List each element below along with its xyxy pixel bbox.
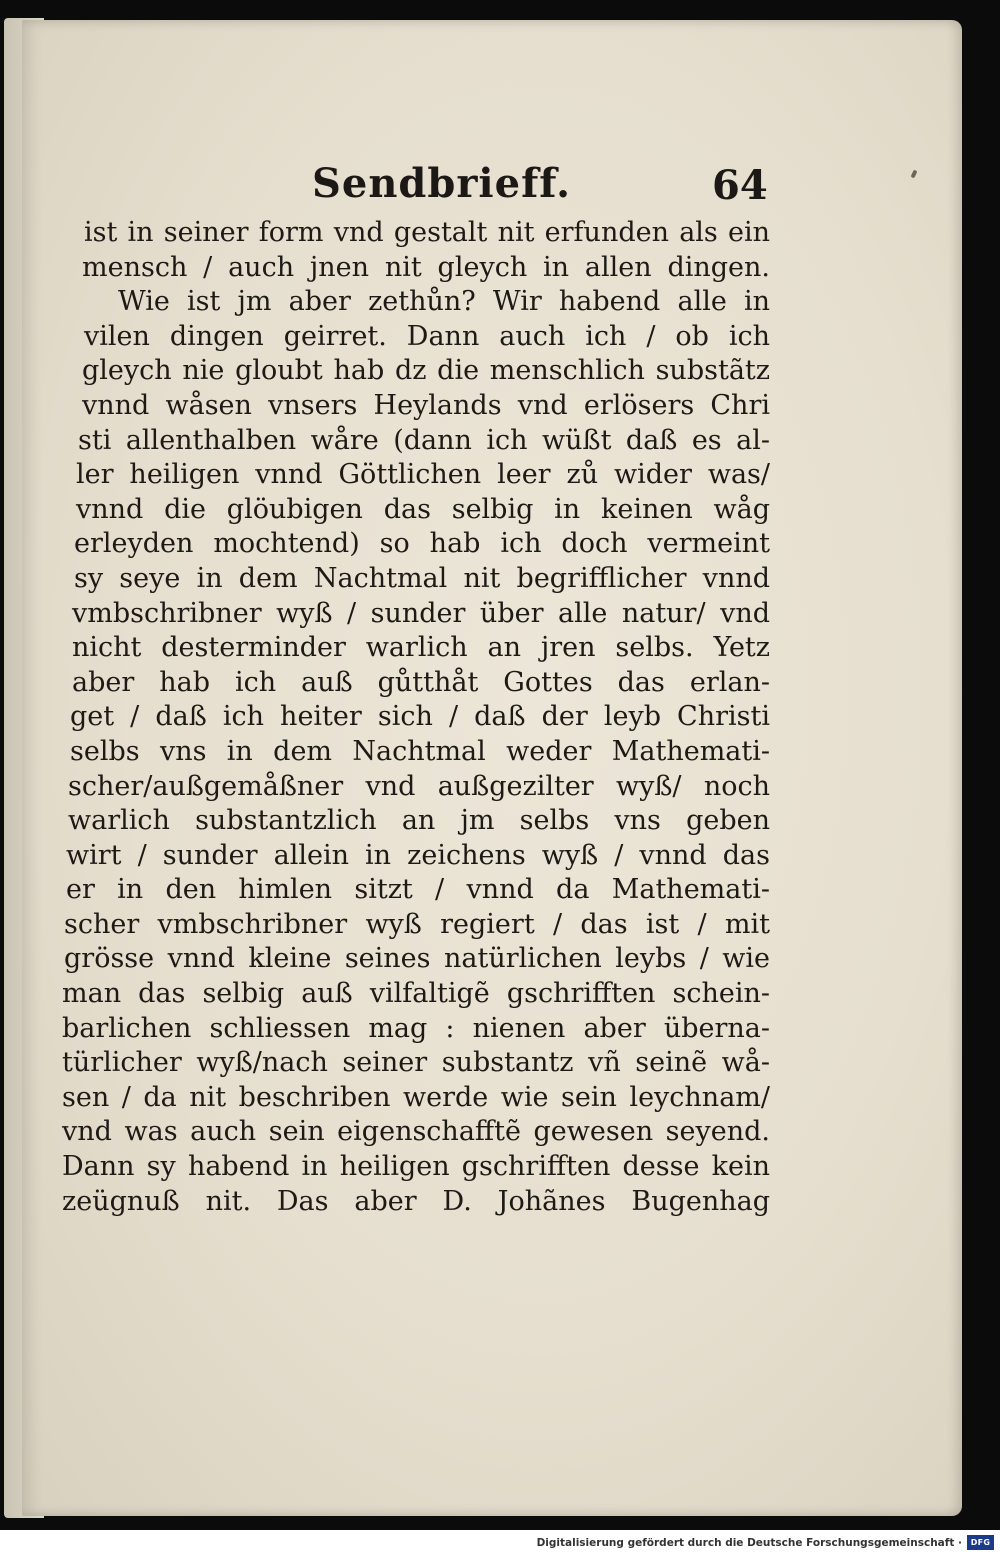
text-line: sy seye in dem Nachtmal nit begrifflicher vnnd	[74, 562, 770, 594]
text-line: sen / da nit beschriben werde wie sein leychnam/	[62, 1081, 770, 1113]
text-line: aber hab ich auß gůtthåt Gottes das erlan-	[72, 666, 770, 698]
text-line: nicht desterminder warlich an jren selbs. Yetz	[72, 632, 770, 664]
running-head: Sendbrieff.	[312, 160, 571, 207]
text-line: ist in seiner form vnd gestalt nit erfunden als ein	[84, 217, 770, 248]
text-line: vilen dingen geirret. Dann auch ich / ob ich	[84, 320, 770, 352]
text-line: scher/außgemåßner vnd außgezilter wyß/ noch	[68, 770, 770, 802]
text-line: vnnd wåsen vnsers Heylands vnd erlösers Chri	[82, 389, 770, 421]
text-line: grösse vnnd kleine seines natürlichen leybs / wie	[64, 943, 770, 975]
text-line: vmbschribner wyß / sunder über alle natur/ vnd	[72, 597, 770, 629]
text-line: barlichen schliessen mag : nienen aber überna-	[62, 1012, 770, 1044]
text-line: türlicher wyß/nach seiner substantz vñ seinẽ wå-	[62, 1047, 770, 1079]
dfg-logo: DFG	[967, 1535, 994, 1550]
text-line: warlich substantzlich an jm selbs vns geben	[68, 805, 770, 837]
page-header	[22, 160, 962, 220]
book-page	[22, 20, 962, 1516]
text-line: Dann sy habend in heiligen gschrifften desse kein	[62, 1151, 770, 1183]
text-line: er in den himlen sitzt / vnnd da Mathemati-	[66, 874, 770, 906]
text-line: Wie ist jm aber zethůn? Wir habend alle in	[118, 286, 770, 318]
page-number: 64	[712, 162, 768, 209]
body-text	[62, 216, 770, 1219]
text-line: erleyden mochtend) so hab ich doch vermeint	[74, 528, 770, 560]
text-line: selbs vns in dem Nachtmal weder Mathemati-	[70, 735, 770, 767]
footer-bar	[0, 1530, 1000, 1555]
funding-credit: Digitalisierung gefördert durch die Deutsche Forschungsgemeinschaft ·	[536, 1537, 962, 1549]
text-line: zeügnuß nit. Das aber D. Johãnes Bugenhag	[62, 1185, 770, 1217]
text-line: mensch / auch jnen nit gleych in allen dingen.	[82, 251, 770, 283]
text-line: vnd was auch sein eigenschafftẽ gewesen seyend.	[62, 1116, 770, 1148]
text-line: vnnd die glöubigen das selbig in keinen wåg	[76, 493, 770, 525]
text-line: gleych nie gloubt hab dz die menschlich substãtz	[82, 355, 770, 387]
text-line: sti allenthalben wåre (dann ich wüßt daß es al-	[78, 424, 770, 456]
text-line: man das selbig auß vilfaltigẽ gschrifften schein-	[62, 978, 770, 1010]
text-line: scher vmbschribner wyß regiert / das ist / mit	[64, 908, 770, 940]
text-line: ler heiligen vnnd Göttlichen leer zů wider was/	[76, 459, 770, 491]
text-line: get / daß ich heiter sich / daß der leyb Christi	[70, 701, 770, 733]
text-line: wirt / sunder allein in zeichens wyß / vnnd das	[66, 839, 770, 871]
